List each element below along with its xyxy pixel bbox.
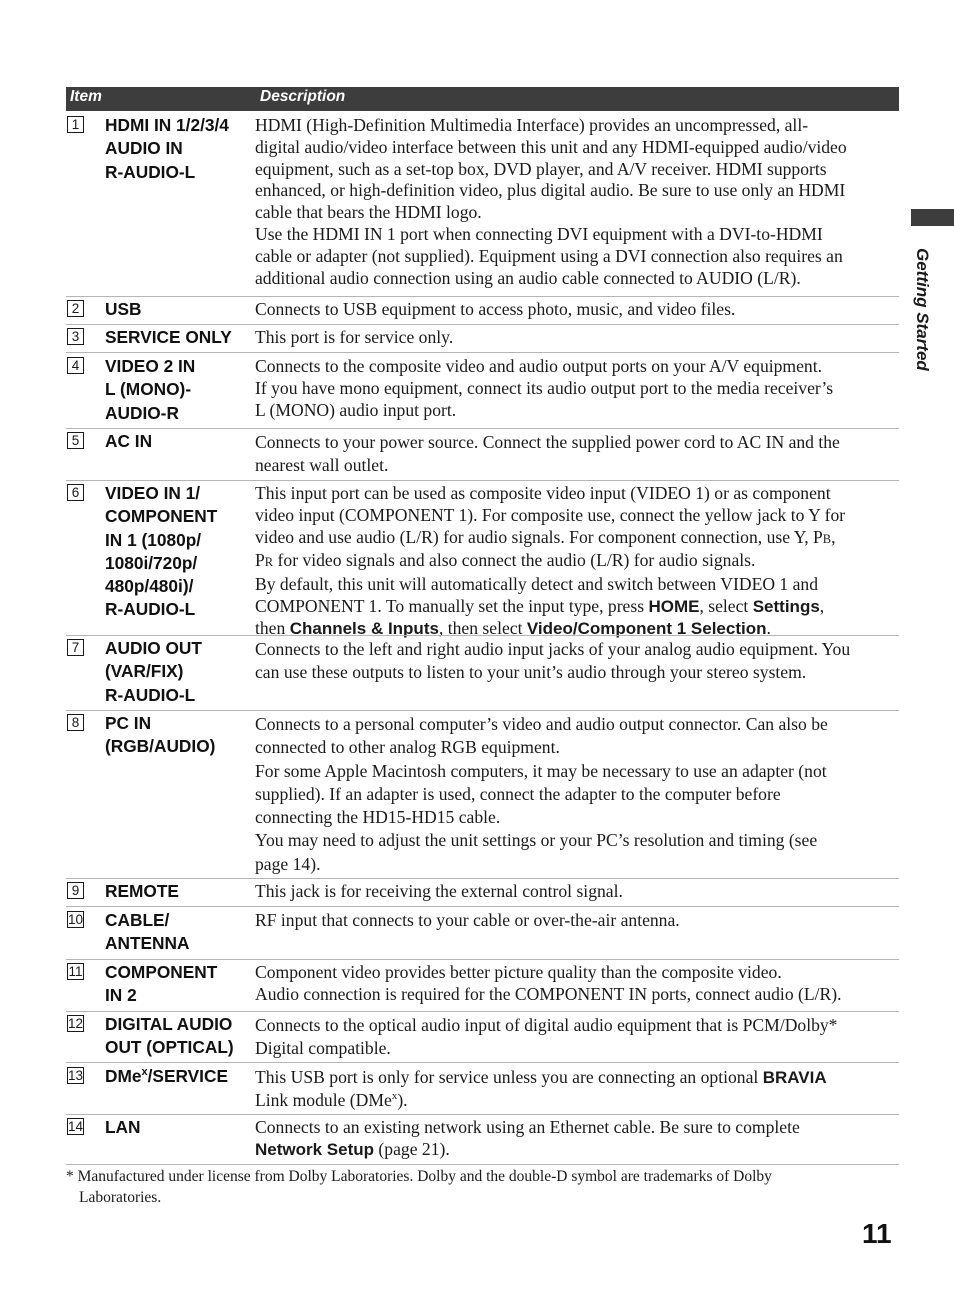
- row-item: [105, 326, 255, 349]
- footnote-line: Laboratories.: [79, 1189, 162, 1206]
- section-side-label: Getting Started: [913, 248, 932, 371]
- row-divider: [66, 1011, 899, 1012]
- desc-line: Digital compatible.: [255, 1038, 391, 1059]
- desc-line: [255, 618, 895, 640]
- desc-text: , select: [699, 595, 753, 616]
- desc-line: [255, 1089, 895, 1112]
- desc-line: Connects to your power source. Connect the supplied power cord to AC IN and the: [255, 432, 840, 452]
- channels-inputs-label: Channels & Inputs: [289, 618, 439, 638]
- desc-line: RF input that connects to your cable or over-the-air antenna.: [255, 910, 680, 930]
- desc-text: then: [255, 617, 290, 638]
- row-item: [105, 482, 255, 622]
- desc-line: digital audio/video interface between this unit and any HDMI-equipped audio/video: [255, 136, 847, 157]
- desc-line: connecting the HD15-HD15 cable.: [255, 807, 501, 828]
- desc-line: Connects to the left and right audio input jacks of your analog audio equipment. You: [255, 639, 851, 659]
- row-item: [105, 712, 255, 759]
- desc-line: If you have mono equipment, connect its audio output port to the media receiver’s: [255, 377, 834, 398]
- network-setup-label: Network Setup: [255, 1139, 375, 1159]
- row-description: [255, 115, 895, 289]
- desc-line: cable or adapter (not supplied). Equipment using a DVI connection also requires an: [255, 245, 843, 266]
- desc-line: video input (COMPONENT 1). For composite use, connect the yellow jack to Y for: [255, 504, 846, 525]
- desc-text: ,: [819, 595, 825, 616]
- row-number-box: 5: [67, 432, 84, 449]
- home-button-label: HOME: [648, 596, 700, 616]
- footnote-line: * Manufactured under license from Dolby Laboratories. Dolby and the double-D symbol are trademarks of Dolby: [66, 1168, 772, 1185]
- item-line: AC IN: [105, 431, 153, 451]
- desc-line: [255, 1139, 895, 1161]
- row-divider: [66, 1114, 899, 1115]
- desc-line: cable that bears the HDMI logo.: [255, 202, 482, 223]
- desc-text: , then select: [438, 617, 527, 638]
- table-header: [66, 87, 899, 111]
- item-line: IN 1 (1080p/: [105, 529, 202, 550]
- desc-text: This USB port is only for service unless you are connecting an optional: [255, 1067, 763, 1087]
- row-item: [105, 637, 255, 707]
- desc-line: can use these outputs to listen to your unit’s audio through your stereo system.: [255, 662, 807, 683]
- row-divider: [66, 710, 899, 711]
- item-text: /SERVICE: [147, 1066, 228, 1086]
- row-item: [105, 298, 255, 321]
- desc-text: .: [766, 617, 771, 638]
- item-line: AUDIO OUT: [105, 638, 202, 658]
- row-number-box: 2: [67, 300, 84, 317]
- desc-line: Component video provides better picture quality than the composite video.: [255, 962, 782, 982]
- row-divider: [66, 906, 899, 907]
- desc-line: L (MONO) audio input port.: [255, 399, 457, 420]
- row-number-box: 10: [68, 912, 84, 927]
- item-line: (VAR/FIX): [105, 661, 184, 682]
- desc-line: [255, 596, 895, 618]
- desc-line: [255, 1066, 895, 1089]
- row-description: [255, 1014, 895, 1061]
- row-description: [255, 713, 895, 876]
- item-line: LAN: [105, 1117, 141, 1137]
- desc-text: ,: [831, 526, 836, 547]
- desc-subscript: R: [264, 555, 274, 570]
- item-line: OUT (OPTICAL): [105, 1037, 234, 1058]
- item-superscript: x: [141, 1066, 148, 1079]
- row-divider: [66, 878, 899, 879]
- row-description: [255, 962, 895, 1006]
- settings-menu-label: Settings: [752, 596, 820, 616]
- item-line: R-AUDIO-L: [105, 684, 196, 705]
- desc-line: connected to other analog RGB equipment.: [255, 737, 560, 758]
- desc-text: COMPONENT 1. To manually set the input type, press: [255, 595, 649, 616]
- row-number-box: 3: [67, 328, 84, 345]
- row-divider: [66, 1062, 899, 1063]
- section-tab-marker: [911, 209, 954, 226]
- row-item: [105, 1013, 255, 1060]
- desc-line: Connects to the composite video and audio output ports on your A/V equipment.: [255, 356, 823, 376]
- row-description: [255, 910, 895, 932]
- desc-line: additional audio connection using an audio cable connected to AUDIO (L/R).: [255, 267, 801, 288]
- table-bottom-rule: [66, 1164, 899, 1165]
- desc-line: enhanced, or high-definition video, plus digital audio. Be sure to use only an HDMI: [255, 180, 846, 201]
- item-line: AUDIO IN: [105, 138, 183, 159]
- row-item: [105, 114, 255, 184]
- desc-line: Connects to USB equipment to access photo, music, and video files.: [255, 299, 736, 319]
- item-line: SERVICE ONLY: [105, 327, 232, 347]
- footnote: [66, 1166, 866, 1208]
- desc-line: Connects to an existing network using an Ethernet cable. Be sure to complete: [255, 1117, 800, 1137]
- row-number-box: 9: [67, 882, 84, 899]
- row-description: [255, 881, 895, 903]
- bravia-label: BRAVIA: [762, 1068, 827, 1087]
- row-item: [105, 909, 255, 956]
- desc-line: [255, 550, 895, 574]
- desc-line: This jack is for receiving the external control signal.: [255, 881, 623, 901]
- desc-text: (page 21).: [374, 1138, 450, 1159]
- row-description: [255, 299, 895, 321]
- desc-text: Link module (DMe: [255, 1090, 392, 1111]
- item-line: (RGB/AUDIO): [105, 736, 216, 757]
- item-line: CABLE/: [105, 910, 170, 930]
- item-line: REMOTE: [105, 881, 179, 901]
- desc-text: P: [255, 550, 265, 571]
- row-number-box: 7: [67, 639, 84, 656]
- desc-line: This port is for service only.: [255, 327, 454, 347]
- item-line: 480p/480i)/: [105, 576, 194, 597]
- row-description: [255, 431, 895, 478]
- item-line: COMPONENT: [105, 962, 218, 982]
- row-number-box: 6: [67, 484, 84, 501]
- desc-line: For some Apple Macintosh computers, it may be necessary to use an adapter (not: [255, 760, 827, 781]
- desc-line: nearest wall outlet.: [255, 455, 389, 476]
- desc-line: equipment, such as a set-top box, DVD player, and A/V receiver. HDMI supports: [255, 158, 827, 179]
- row-number-box: 12: [68, 1016, 84, 1031]
- item-line: VIDEO 2 IN: [105, 356, 196, 376]
- row-divider: [66, 480, 899, 481]
- row-item: [105, 430, 255, 453]
- row-item: [105, 880, 255, 903]
- item-line: R-AUDIO-L: [105, 599, 196, 620]
- item-line: R-AUDIO-L: [105, 161, 196, 182]
- item-line: AUDIO-R: [105, 402, 179, 423]
- row-description: [255, 1117, 895, 1161]
- desc-line: [255, 527, 895, 551]
- item-line: VIDEO IN 1/: [105, 483, 201, 503]
- item-line: [105, 1065, 255, 1088]
- desc-subscript: B: [822, 531, 832, 546]
- desc-line: Use the HDMI IN 1 port when connecting DVI equipment with a DVI-to-HDMI: [255, 223, 823, 244]
- row-divider: [66, 296, 899, 297]
- item-line: ANTENNA: [105, 933, 190, 954]
- item-line: DIGITAL AUDIO: [105, 1014, 233, 1034]
- video-component-selection-label: Video/Component 1 Selection: [526, 618, 767, 638]
- desc-text: for video signals and also connect the audio (L/R) for audio signals.: [273, 550, 756, 571]
- row-number-box: 8: [67, 714, 84, 731]
- desc-line: This input port can be used as composite video input (VIDEO 1) or as component: [255, 483, 831, 503]
- row-divider: [66, 959, 899, 960]
- desc-line: By default, this unit will automatically detect and switch between VIDEO 1 and: [255, 574, 819, 595]
- column-header-item: Item: [70, 88, 102, 105]
- desc-line: page 14).: [255, 853, 321, 874]
- row-description: [255, 483, 895, 640]
- row-item: [105, 1065, 255, 1088]
- row-item: [105, 1116, 255, 1139]
- row-item: [105, 961, 255, 1008]
- row-description: [255, 638, 895, 685]
- row-description: [255, 327, 895, 349]
- item-line: COMPONENT: [105, 506, 218, 527]
- item-line: IN 2: [105, 985, 137, 1006]
- row-number-box: 1: [67, 116, 84, 133]
- row-divider: [66, 428, 899, 429]
- desc-line: HDMI (High-Definition Multimedia Interface) provides an uncompressed, all-: [255, 115, 809, 135]
- desc-text: ).: [397, 1090, 408, 1111]
- row-description: [255, 1066, 895, 1113]
- column-header-description: Description: [260, 88, 346, 105]
- desc-line: You may need to adjust the unit settings or your PC’s resolution and timing (see: [255, 830, 818, 851]
- item-line: HDMI IN 1/2/3/4: [105, 115, 229, 135]
- row-description: [255, 356, 895, 421]
- desc-line: Audio connection is required for the COMPONENT IN ports, connect audio (L/R).: [255, 983, 842, 1004]
- item-line: USB: [105, 299, 142, 319]
- desc-superscript: x: [391, 1090, 398, 1103]
- desc-line: supplied). If an adapter is used, connect the adapter to the computer before: [255, 783, 781, 804]
- row-divider: [66, 352, 899, 353]
- row-divider: [66, 324, 899, 325]
- row-item: [105, 355, 255, 425]
- row-number-box: 14: [68, 1119, 84, 1134]
- row-number-box: 4: [67, 357, 84, 374]
- item-text: DMe: [105, 1066, 142, 1086]
- item-line: L (MONO)-: [105, 379, 192, 400]
- desc-text: video and use audio (L/R) for audio signals. For component connection, use Y, P: [255, 526, 823, 547]
- desc-line: Connects to a personal computer’s video and audio output connector. Can also be: [255, 714, 828, 734]
- item-line: PC IN: [105, 713, 152, 733]
- row-number-box: 11: [68, 964, 83, 979]
- row-divider: [66, 635, 899, 636]
- row-number-box: 13: [68, 1068, 84, 1083]
- desc-line: Connects to the optical audio input of digital audio equipment that is PCM/Dolby*: [255, 1015, 838, 1035]
- page-number: 11: [862, 1218, 892, 1249]
- item-line: 1080i/720p/: [105, 552, 198, 573]
